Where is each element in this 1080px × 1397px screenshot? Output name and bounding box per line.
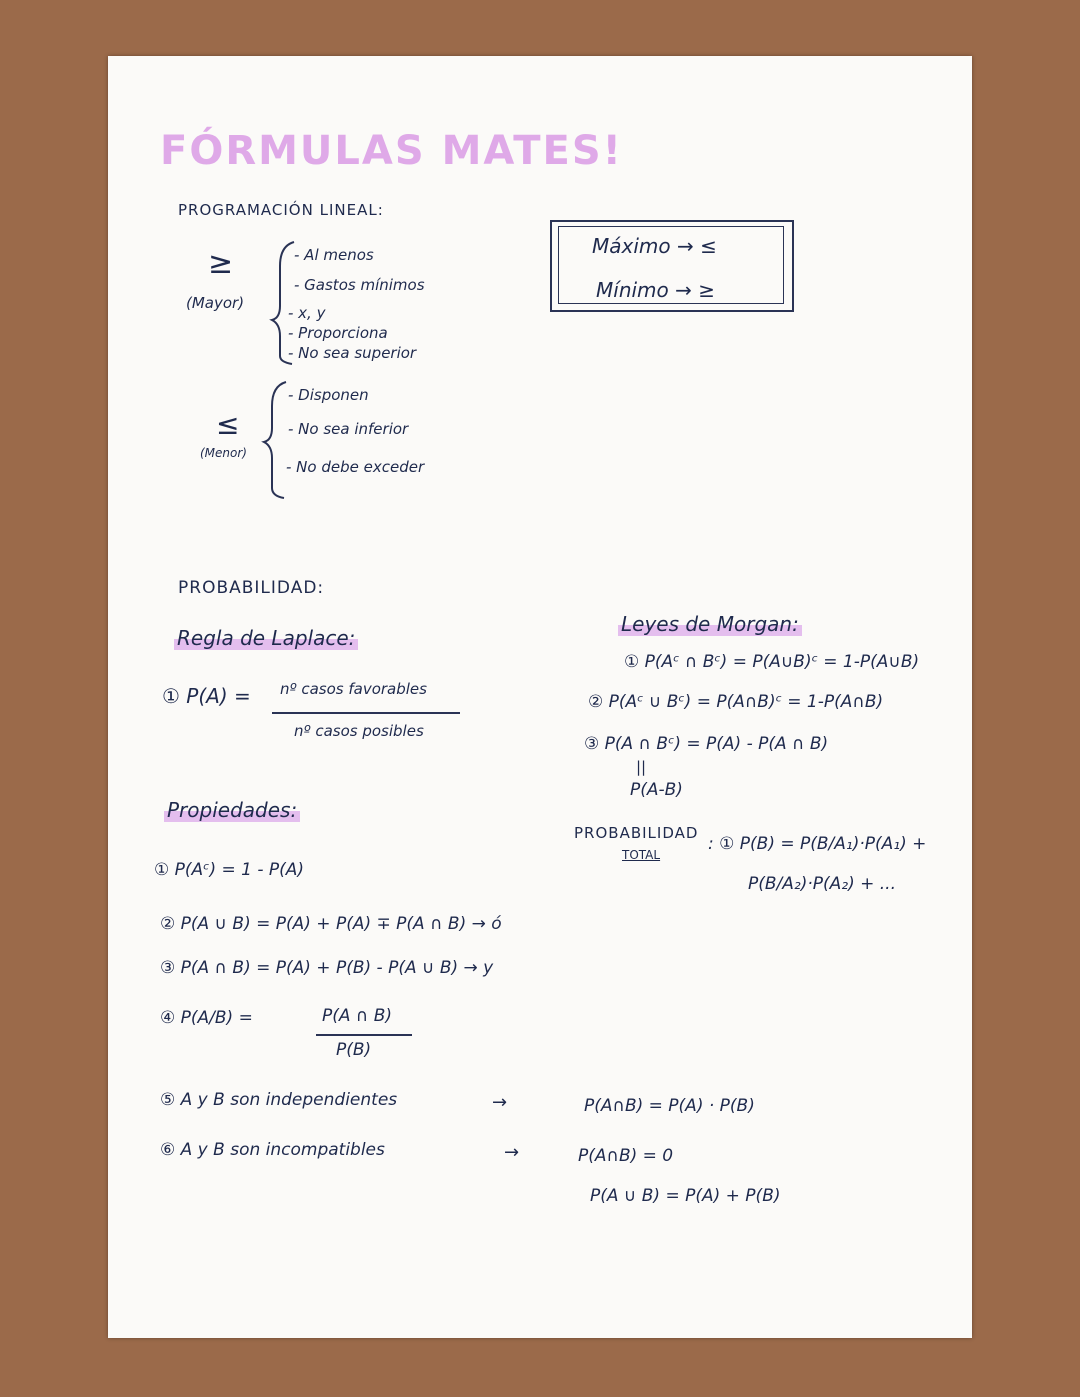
property-4-denominator: P(B) — [336, 1040, 372, 1060]
box-max: Máximo → ≤ — [592, 234, 717, 258]
linear-heading: PROGRAMACIÓN LINEAL: — [178, 201, 384, 219]
le-symbol: ≤ — [216, 408, 240, 441]
le-item-1: - No sea inferior — [288, 420, 409, 438]
morgan-law-3-equals: || — [636, 758, 647, 776]
le-item-0: - Disponen — [288, 386, 369, 404]
property-5-result: P(A∩B) = P(A) · P(B) — [584, 1096, 755, 1116]
ge-label: (Mayor) — [186, 294, 245, 312]
laplace-fraction-bar — [272, 712, 460, 714]
property-6-result-2: P(A ∪ B) = P(A) + P(B) — [590, 1186, 781, 1206]
title-highlight: FÓRMULAS MATES! — [160, 128, 623, 174]
total-formula-2: P(B/A₂)·P(A₂) + ... — [748, 874, 896, 894]
ge-item-3: - Proporciona — [288, 324, 388, 342]
laplace-title: Regla de Laplace: — [174, 626, 358, 650]
laplace-lhs: ① P(A) = — [162, 684, 251, 708]
ge-item-1: - Gastos mínimos — [294, 276, 425, 294]
total-label-top: PROBABILIDAD — [574, 824, 699, 842]
property-4-fraction-bar — [316, 1034, 412, 1036]
le-item-2: - No debe exceder — [286, 458, 425, 476]
arrow-6-icon: → — [504, 1142, 520, 1163]
property-1: ① P(Aᶜ) = 1 - P(A) — [154, 860, 305, 880]
property-6: ⑥ A y B son incompatibles — [160, 1140, 385, 1160]
laplace-numerator: nº casos favorables — [280, 680, 427, 698]
property-4-lhs: ④ P(A/B) = — [160, 1008, 253, 1028]
property-3: ③ P(A ∩ B) = P(A) + P(B) - P(A ∪ B) → y — [160, 958, 494, 978]
arrow-5-icon: → — [492, 1092, 508, 1113]
property-5: ⑤ A y B son independientes — [160, 1090, 398, 1110]
total-formula-1: : ① P(B) = P(B/A₁)·P(A₁) + — [708, 834, 927, 854]
ge-item-0: - Al menos — [294, 246, 374, 264]
morgan-law-2: ② P(Aᶜ ∪ Bᶜ) = P(A∩B)ᶜ = 1-P(A∩B) — [588, 692, 884, 712]
ge-symbol: ≥ — [208, 246, 234, 281]
property-6-result-1: P(A∩B) = 0 — [578, 1146, 674, 1166]
morgan-law-3-b: P(A-B) — [630, 780, 683, 800]
le-label: (Menor) — [200, 446, 247, 460]
property-4-numerator: P(A ∩ B) — [322, 1006, 393, 1026]
le-brace — [264, 382, 286, 498]
total-label-bottom: TOTAL — [622, 848, 661, 862]
ge-item-4: - No sea superior — [288, 344, 417, 362]
notebook-page — [108, 56, 972, 1338]
box-min: Mínimo → ≥ — [596, 278, 715, 302]
laplace-denominator: nº casos posibles — [294, 722, 424, 740]
properties-title: Propiedades: — [164, 798, 300, 822]
ge-item-2: - x, y — [288, 304, 326, 322]
property-2: ② P(A ∪ B) = P(A) + P(A) ∓ P(A ∩ B) → ó — [160, 914, 502, 934]
probability-heading: PROBABILIDAD: — [178, 578, 325, 598]
morgan-title: Leyes de Morgan: — [618, 612, 802, 636]
ge-brace — [272, 242, 294, 364]
morgan-law-3: ③ P(A ∩ Bᶜ) = P(A) - P(A ∩ B) — [584, 734, 829, 754]
morgan-law-1: ① P(Aᶜ ∩ Bᶜ) = P(A∪B)ᶜ = 1-P(A∪B) — [624, 652, 920, 672]
